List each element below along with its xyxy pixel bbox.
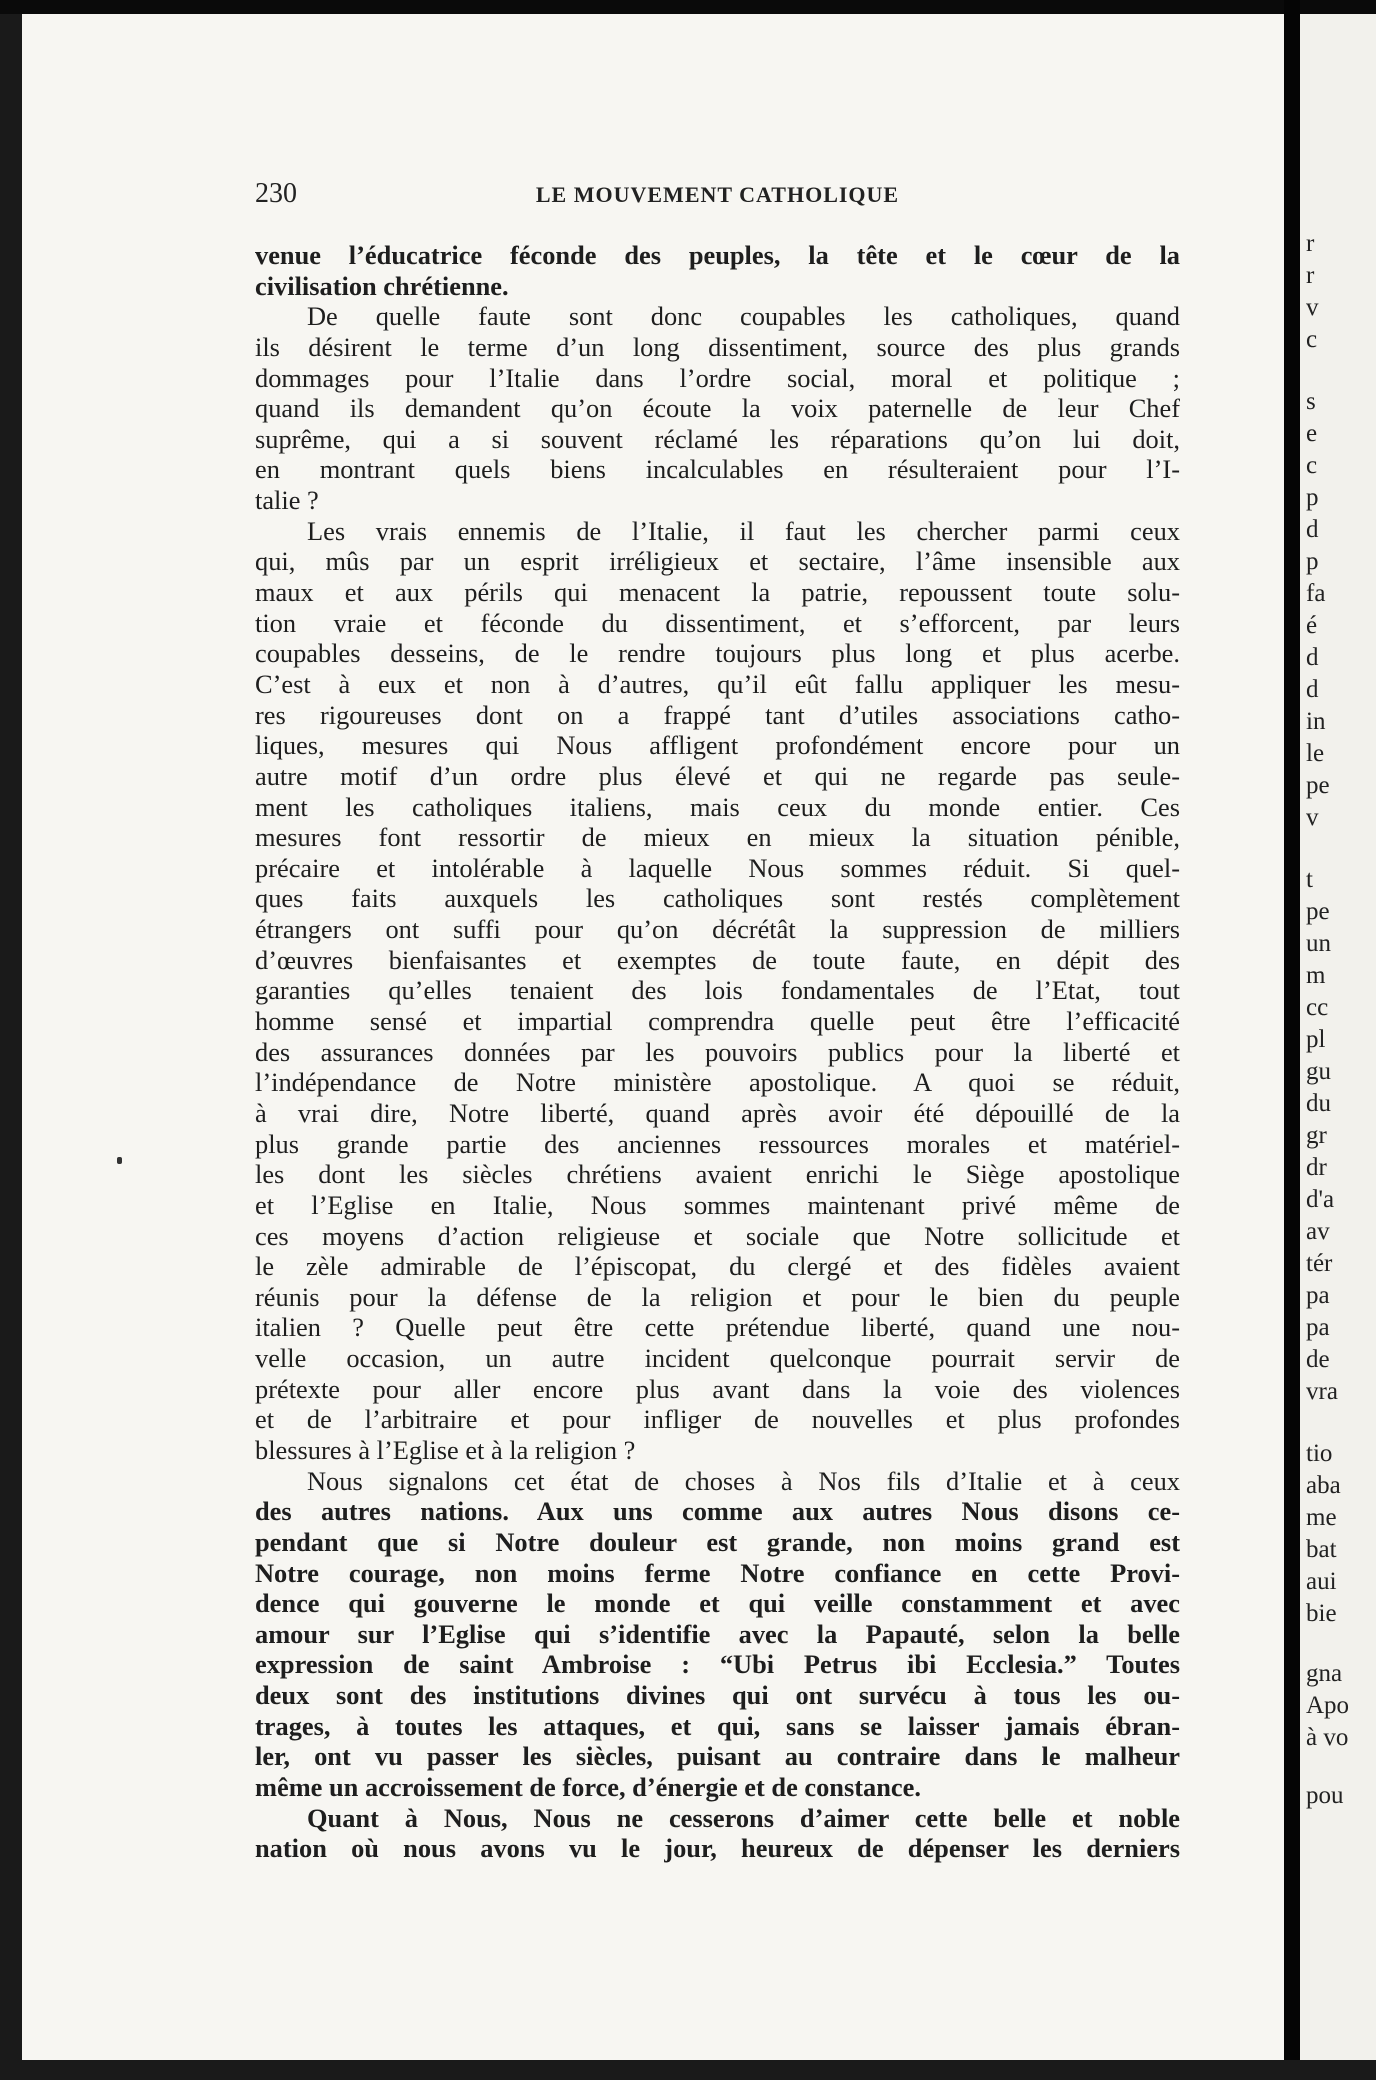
facing-page-fragment: s xyxy=(1306,388,1316,415)
text-line: garanties qu’elles tenaient des lois fondamentales de l’Etat, tout xyxy=(255,975,1180,1006)
book-gutter xyxy=(1284,0,1300,2080)
text-line: et l’Eglise en Italie, Nous sommes maintenant privé même de xyxy=(255,1189,1180,1220)
text-line: velle occasion, un autre incident quelconque pourrait servir de xyxy=(255,1343,1180,1374)
text-line: amour sur l’Eglise qui s’identifie avec la Papauté, selon la belle xyxy=(255,1618,1180,1649)
text-line: d’œuvres bienfaisantes et exemptes de toute faute, en dépit des xyxy=(255,944,1180,975)
text-line: Quant à Nous, Nous ne cesserons d’aimer cette belle et noble xyxy=(307,1802,1180,1833)
text-line: qui, mûs par un esprit irréligieux et sectaire, l’âme insensible aux xyxy=(255,546,1180,577)
page-header xyxy=(255,178,1180,218)
facing-page-fragment: fa xyxy=(1306,580,1326,607)
text-line: tion vraie et féconde du dissentiment, et s’efforcent, par leurs xyxy=(255,607,1180,638)
text-line: même un accroissement de force, d’énergie et de constance. xyxy=(255,1772,921,1803)
facing-page-fragment: pa xyxy=(1306,1282,1330,1309)
text-line: autre motif d’un ordre plus élevé et qui ne regarde pas seule- xyxy=(255,760,1180,791)
text-line: l’indépendance de Notre ministère apostolique. A quoi se réduit, xyxy=(255,1067,1180,1098)
facing-page-fragment: bat xyxy=(1306,1536,1337,1563)
facing-page-fragment: v xyxy=(1306,804,1319,831)
facing-page-fragment: v xyxy=(1306,294,1319,321)
text-line: des assurances données par les pouvoirs publics pour la liberté et xyxy=(255,1036,1180,1067)
facing-page-fragment: r xyxy=(1306,262,1315,289)
text-line: res rigoureuses dont on a frappé tant d’utiles associations catho- xyxy=(255,699,1180,730)
facing-page-fragment: pou xyxy=(1306,1782,1344,1809)
facing-page-fragment: r xyxy=(1306,230,1315,257)
text-line: coupables desseins, de le rendre toujours plus long et plus acerbe. xyxy=(255,638,1180,669)
text-line: De quelle faute sont donc coupables les catholiques, quand xyxy=(307,301,1180,332)
text-line: italien ? Quelle peut être cette prétendue liberté, quand une nou- xyxy=(255,1312,1180,1343)
text-line: suprême, qui a si souvent réclamé les réparations qu’on lui doit, xyxy=(255,423,1180,454)
facing-page-fragment: vra xyxy=(1306,1378,1338,1405)
facing-page-fragment: d xyxy=(1306,516,1319,543)
facing-page-fragment: d xyxy=(1306,644,1319,671)
text-line: réunis pour la défense de la religion et pour le bien du peuple xyxy=(255,1281,1180,1312)
text-line: le zèle admirable de l’épiscopat, du clergé et des fidèles avaient xyxy=(255,1251,1180,1282)
facing-page-fragment: gna xyxy=(1306,1660,1343,1687)
body-text xyxy=(255,240,1180,1864)
text-line: prétexte pour aller encore plus avant dans la voie des violences xyxy=(255,1373,1180,1404)
facing-page-fragment: gu xyxy=(1306,1058,1331,1085)
text-line: et de l’arbitraire et pour infliger de nouvelles et plus profondes xyxy=(255,1404,1180,1435)
text-line: ces moyens d’action religieuse et sociale que Notre sollicitude et xyxy=(255,1220,1180,1251)
running-head: LE MOUVEMENT CATHOLIQUE xyxy=(535,182,900,207)
text-line: mesures font ressortir de mieux en mieux la situation pénible, xyxy=(255,822,1180,853)
facing-page-fragment: e xyxy=(1306,420,1318,447)
text-line: Nous signalons cet état de choses à Nos fils d’Italie et à ceux xyxy=(307,1465,1180,1496)
text-line: nation où nous avons vu le jour, heureux de dépenser les derniers xyxy=(255,1833,1180,1864)
facing-page-fragment: à vo xyxy=(1306,1724,1349,1751)
text-line: ler, ont vu passer les siècles, puisant au contraire dans le malheur xyxy=(255,1741,1180,1772)
facing-page-fragment: m xyxy=(1306,962,1326,989)
facing-page-fragment: me xyxy=(1306,1504,1337,1531)
facing-page-fragment: pa xyxy=(1306,1314,1330,1341)
text-line: ques faits auxquels les catholiques sont restés complètement xyxy=(255,883,1180,914)
facing-page-fragment: pl xyxy=(1306,1026,1326,1053)
text-line: C’est à eux et non à d’autres, qu’il eût fallu appliquer les mesu- xyxy=(255,668,1180,699)
text-line: les dont les siècles chrétiens avaient enrichi le Siège apostolique xyxy=(255,1159,1180,1190)
facing-page-fragment: gr xyxy=(1306,1122,1327,1149)
facing-page-fragment: d'a xyxy=(1306,1186,1335,1213)
text-line: Notre courage, non moins ferme Notre confiance en cette Provi- xyxy=(255,1557,1180,1588)
facing-page-fragment: d xyxy=(1306,676,1319,703)
text-line: Les vrais ennemis de l’Italie, il faut les chercher parmi ceux xyxy=(307,515,1180,546)
text-line: dommages pour l’Italie dans l’ordre social, moral et politique ; xyxy=(255,362,1180,393)
text-line: ment les catholiques italiens, mais ceux du monde entier. Ces xyxy=(255,791,1180,822)
text-line: maux et aux périls qui menacent la patrie, repoussent toute solu- xyxy=(255,577,1180,608)
text-line: venue l’éducatrice féconde des peuples, la tête et le cœur de la xyxy=(255,240,1180,270)
facing-page-edge xyxy=(1300,14,1376,2060)
text-line: deux sont des institutions divines qui ont survécu à tous les ou- xyxy=(255,1680,1180,1711)
text-line: à vrai dire, Notre liberté, quand après avoir été dépouillé de la xyxy=(255,1097,1180,1128)
facing-page-fragment: de xyxy=(1306,1346,1330,1373)
text-line: ils désirent le terme d’un long dissentiment, source des plus grands xyxy=(255,331,1180,362)
facing-page-fragment: c xyxy=(1306,452,1318,479)
text-line: dence qui gouverne le monde et qui veille constamment et avec xyxy=(255,1588,1180,1619)
stray-ink-mark xyxy=(117,1157,122,1164)
facing-page-fragment: Apo xyxy=(1306,1692,1350,1719)
facing-page-fragment: tio xyxy=(1306,1440,1333,1467)
page-number: 230 xyxy=(255,178,297,209)
text-line: expression de saint Ambroise : “Ubi Petrus ibi Ecclesia.” Toutes xyxy=(255,1649,1180,1680)
facing-page-fragment: t xyxy=(1306,866,1313,893)
facing-page-fragment: du xyxy=(1306,1090,1331,1117)
facing-page-fragment: cc xyxy=(1306,994,1329,1021)
text-line: étrangers ont suffi pour qu’on décrétât la suppression de milliers xyxy=(255,914,1180,945)
facing-page-fragment: pe xyxy=(1306,898,1330,925)
facing-page-fragment: av xyxy=(1306,1218,1330,1245)
facing-page-fragment: bie xyxy=(1306,1600,1337,1627)
text-line: plus grande partie des anciennes ressources morales et matériel- xyxy=(255,1128,1180,1159)
facing-page-fragment: c xyxy=(1306,326,1318,353)
text-line: pendant que si Notre douleur est grande, non moins grand est xyxy=(255,1526,1180,1557)
facing-page-fragment: le xyxy=(1306,740,1325,767)
facing-page-fragment: p xyxy=(1306,484,1319,511)
facing-page-fragment: tér xyxy=(1306,1250,1333,1277)
facing-page-fragment: é xyxy=(1306,612,1318,639)
text-line: des autres nations. Aux uns comme aux autres Nous disons ce- xyxy=(255,1496,1180,1527)
facing-page-fragment: aui xyxy=(1306,1568,1337,1595)
text-line: homme sensé et impartial comprendra quelle peut être l’efficacité xyxy=(255,1006,1180,1037)
text-line: trages, à toutes les attaques, et qui, sans se laisser jamais ébran- xyxy=(255,1710,1180,1741)
text-line: talie ? xyxy=(255,485,319,516)
facing-page-fragment: pe xyxy=(1306,772,1330,799)
text-line: civilisation chrétienne. xyxy=(255,270,509,301)
facing-page-fragment: aba xyxy=(1306,1472,1341,1499)
facing-page-fragment: p xyxy=(1306,548,1319,575)
scan-border-top xyxy=(0,0,1376,14)
text-line: blessures à l’Eglise et à la religion ? xyxy=(255,1434,636,1465)
text-line: liques, mesures qui Nous affligent profondément encore pour un xyxy=(255,730,1180,761)
text-line: en montrant quels biens incalculables en résulteraient pour l’I- xyxy=(255,454,1180,485)
facing-page-fragment: in xyxy=(1306,708,1326,735)
scan-border-bottom xyxy=(0,2060,1376,2080)
facing-page-fragment: un xyxy=(1306,930,1331,957)
text-line: quand ils demandent qu’on écoute la voix paternelle de leur Chef xyxy=(255,393,1180,424)
facing-page-fragment: dr xyxy=(1306,1154,1327,1181)
text-line: précaire et intolérable à laquelle Nous sommes réduit. Si quel- xyxy=(255,852,1180,883)
